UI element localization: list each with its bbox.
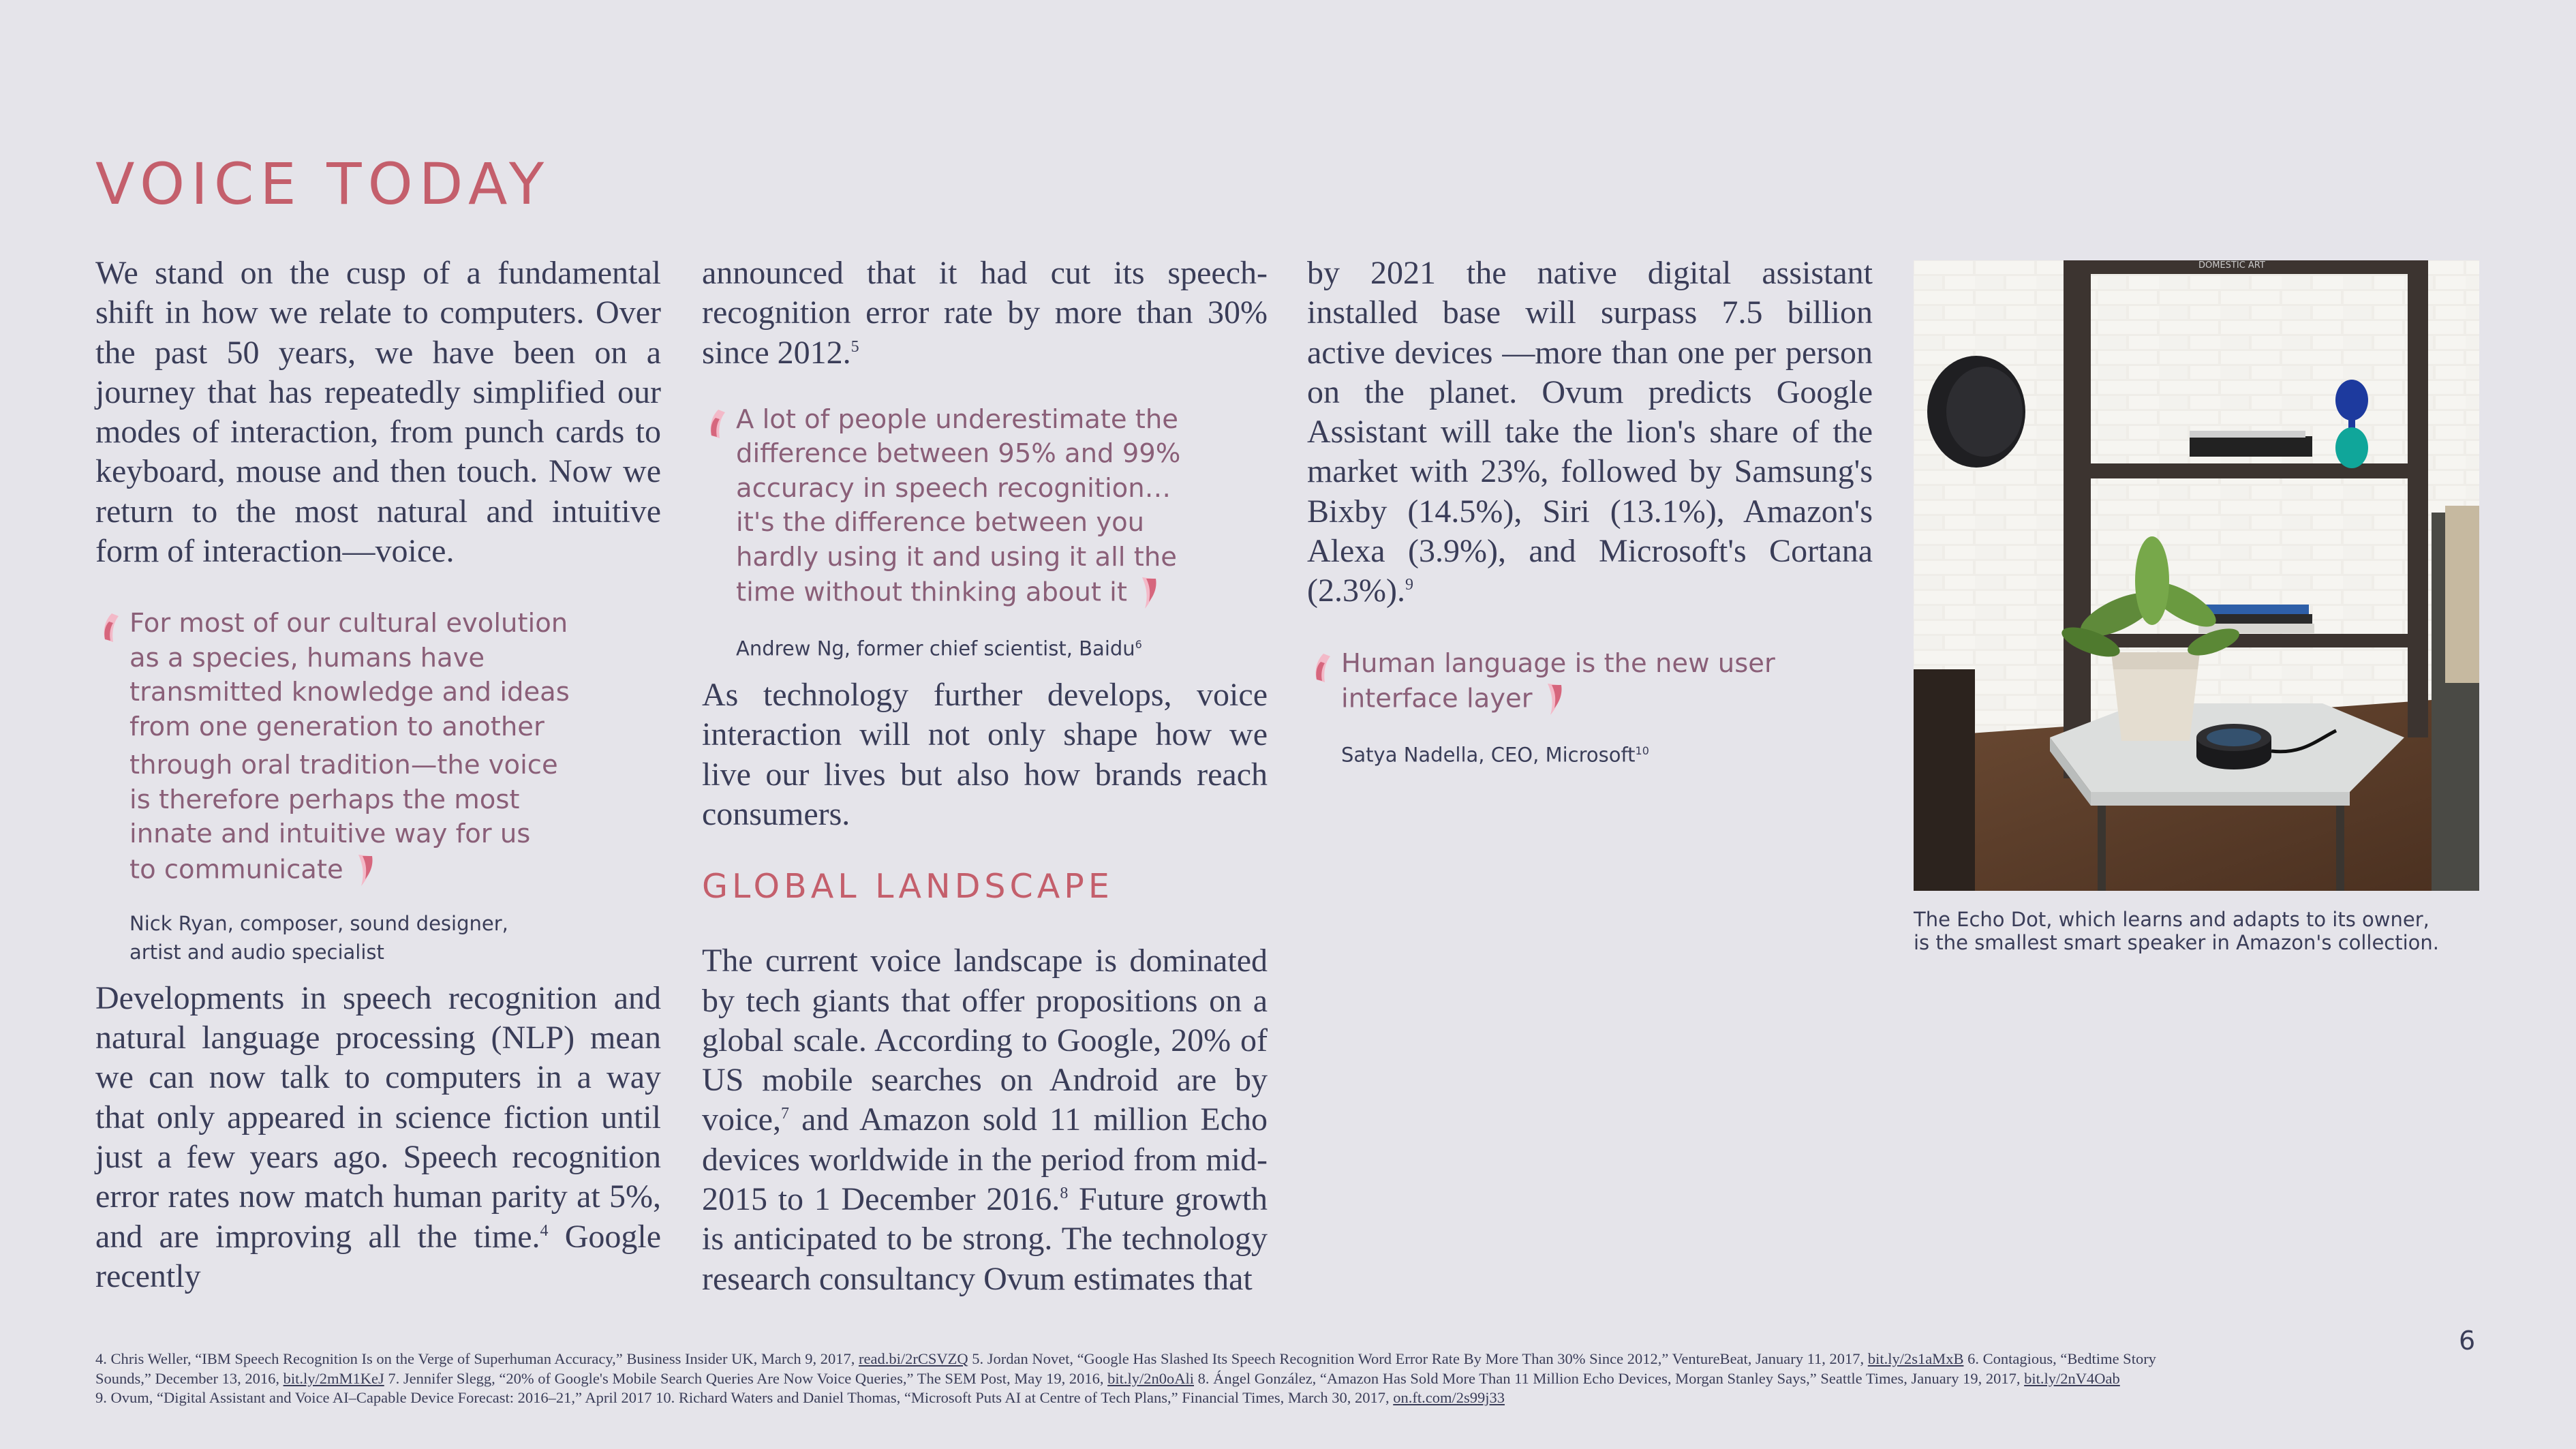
footnote-line (95, 1369, 2521, 1389)
open-quote-icon (95, 609, 123, 647)
footnote-link[interactable]: read.bi/2rCSVZQ (858, 1350, 968, 1367)
footnote-link[interactable]: bit.ly/2n0oAli (1107, 1369, 1194, 1387)
footnote-ref: 8 (1060, 1185, 1069, 1203)
footnote-link[interactable]: bit.ly/2s1aMxB (1867, 1350, 1964, 1367)
footnote-ref: 6 (1135, 638, 1142, 652)
quote-line (129, 852, 661, 890)
quote-line: hardly using it and using it all the (736, 541, 1177, 573)
footnote-line (95, 1349, 2521, 1369)
echo-dot-photo (1914, 260, 2479, 891)
footnote-link[interactable]: on.ft.com/2s99j33 (1393, 1389, 1505, 1406)
caption-line: is the smallest smart speaker in Amazon's collection. (1914, 931, 2440, 954)
quote-attribution (1307, 737, 1873, 769)
close-quote-icon (352, 852, 380, 890)
quote-attribution (95, 909, 661, 966)
footnote-ref: 7 (780, 1105, 789, 1123)
footnote-ref: 10 (1635, 744, 1649, 758)
quote-attribution (702, 630, 1268, 663)
intro-paragraph: We stand on the cusp of a fundamental shift in how we relate to computers. Over the past 50 years, we have been on a journey that has repeatedly simplified our modes of interaction, from punch cards to keyboard, mouse and then touch. Now we return to the most natural and intuitive form of interaction—voice. (95, 255, 661, 570)
quote-line (736, 575, 1268, 613)
quote-line: transmitted knowledge and ideas (129, 677, 570, 708)
landscape-text: The current voice landscape is dominated by tech giants that offer propositions on a global scale. According to Google, 20% of US mobile searches on Android are by voice, (702, 943, 1268, 1138)
brands-paragraph: As technology further develops, voice interaction will not only shape how we live our lives but also how brands reach consumers. (702, 677, 1268, 832)
nlp-paragraph-text: Developments in speech recognition and natural language processing (NLP) mean we can now talk to computers in a way that only appeared in science fiction until just a few years ago. Speech recognition error rates now match human parity at 5%, and are improving all the time. (95, 979, 661, 1255)
landscape-paragraph (702, 941, 1268, 1299)
page-title: VOICE TODAY (95, 151, 551, 217)
quote-line: from one generation to another (129, 711, 545, 742)
quote-line: through oral tradition—the voice (129, 750, 558, 781)
quote-line: accuracy in speech recognition… (736, 472, 1171, 504)
quote-line: it's the difference between you (736, 507, 1145, 538)
quote-line: is therefore perhaps the most (129, 784, 520, 815)
caption-line: The Echo Dot, which learns and adapts to its owner, (1914, 908, 2429, 931)
quote-line-text: to communicate (129, 854, 343, 885)
open-quote-icon (1307, 650, 1334, 688)
attrib-line: Nick Ryan, composer, sound designer, (129, 911, 508, 935)
google-paragraph (702, 254, 1268, 373)
attrib-text: Andrew Ng, former chief scientist, Baidu (736, 637, 1135, 661)
echo-dot-illustration (1914, 260, 2479, 891)
pull-quote-ng (702, 403, 1268, 613)
pull-quote-nadella (1307, 647, 1873, 720)
footnote-text: Sounds,” December 13, 2016, (95, 1369, 283, 1387)
ovum-paragraph (1307, 254, 1873, 611)
footnote-link[interactable]: bit.ly/2mM1KeJ (283, 1369, 384, 1387)
photo-caption (1914, 908, 2513, 954)
close-quote-icon (1135, 575, 1164, 613)
quote-line: as a species, humans have (129, 642, 485, 673)
landscape-text: Future growth is anticipated to be strong. The technology research consultancy Ovum estimates that (702, 1181, 1268, 1297)
quote-line: A lot of people underestimate the (736, 403, 1178, 435)
google-paragraph-text: announced that it had cut its speech-recognition error rate by more than 30% since 2012. (702, 255, 1268, 371)
nlp-paragraph-tail: Google recently (95, 1218, 661, 1294)
close-quote-icon (1541, 681, 1569, 719)
quote-line: innate and intuitive way for us (129, 819, 531, 850)
attrib-line: artist and audio specialist (129, 940, 384, 964)
footnote-text: 6. Contagious, “Bedtime Story (1963, 1350, 2156, 1367)
column-2 (702, 254, 1268, 1299)
footnote-link[interactable]: bit.ly/2nV4Oab (2024, 1369, 2120, 1387)
footnote-text: 9. Ovum, “Digital Assistant and Voice AI–Capable Device Forecast: 2016–21,” April 2017 10. Richard Waters and Daniel Thomas, “Microsoft Puts AI at Centre of Tech Plans,” Financial Times, March 30, 2017, (95, 1389, 1394, 1406)
footnote-ref: 5 (850, 337, 859, 356)
page-number: 6 (2459, 1326, 2476, 1356)
quote-line: For most of our cultural evolution (129, 608, 568, 639)
quote-line: difference between 95% and 99% (736, 438, 1181, 470)
attrib-text: Satya Nadella, CEO, Microsoft (1341, 743, 1636, 767)
footnote-text: 7. Jennifer Slegg, “20% of Google's Mobile Search Queries Are Now Voice Queries,” The SEM Post, May 19, 2016, (384, 1369, 1108, 1387)
section-subhead: GLOBAL LANDSCAPE (702, 867, 1114, 906)
pull-quote-ryan (95, 607, 661, 890)
quote-line-text: time without thinking about it (736, 577, 1127, 608)
footnote-line (95, 1388, 2521, 1408)
quote-line-text: interface layer (1341, 683, 1533, 714)
quote-line (1341, 681, 1873, 719)
ovum-paragraph-text: by 2021 the native digital assistant installed base will surpass 7.5 billion active devices —more than one per person on the planet. Ovum predicts Google Assistant will take the lion's share of the market with 23%, followed by Samsung's Bixby (14.5%), Siri (13.1%), Amazon's Alexa (3.9%), and Microsoft's Cortana (2.3%). (1307, 255, 1873, 609)
column-1 (95, 254, 661, 1296)
footnote-ref: 9 (1405, 576, 1413, 594)
landscape-text: and Amazon sold 11 million Echo devices worldwide in the period from mid-2015 to 1 December 2016. (702, 1101, 1268, 1218)
nlp-paragraph (95, 979, 661, 1296)
footnote-text: 4. Chris Weller, “IBM Speech Recognition Is on the Verge of Superhuman Accuracy,” Business Insider UK, March 9, 2017, (95, 1350, 859, 1367)
footnote-text: 5. Jordan Novet, “Google Has Slashed Its Speech Recognition Word Error Rate By More Than 30% Since 2012,” VentureBeat, January 11, 2017, (968, 1350, 1868, 1367)
book-label-text: DOMESTIC ART (2198, 260, 2265, 271)
footnote-ref: 4 (540, 1221, 549, 1240)
column-3 (1307, 254, 1873, 769)
open-quote-icon (702, 406, 729, 444)
footnote-text: 8. Ángel González, “Amazon Has Sold More Than 11 Million Echo Devices, Morgan Stanley Says,” Seattle Times, January 19, 2017, (1194, 1369, 2025, 1387)
footnotes (95, 1349, 2521, 1408)
quote-line: Human language is the new user (1341, 647, 1775, 679)
